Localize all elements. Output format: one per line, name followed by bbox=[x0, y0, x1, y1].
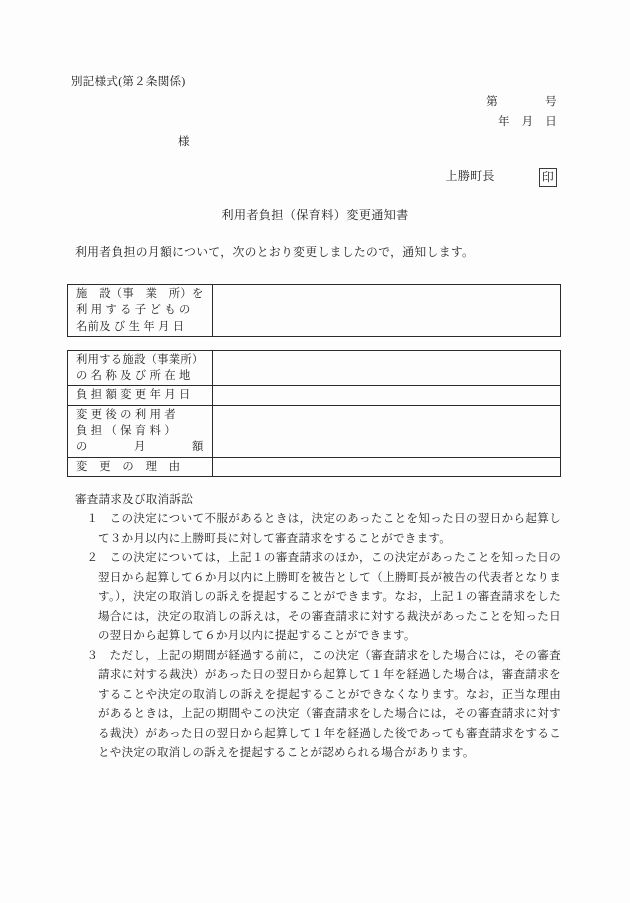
table-row bbox=[68, 285, 561, 337]
appeal-notice-item bbox=[75, 549, 561, 647]
item-number: ２ bbox=[86, 552, 99, 565]
label-line: 負 担 （ 保 育 料 ） bbox=[76, 425, 176, 438]
table-row bbox=[68, 457, 561, 476]
change-details-table bbox=[67, 350, 561, 477]
item-text: ただし，上記の期間が経過する前に，この決定（審査請求をした場合には，その審査請求に対する裁決）があった日の翌日から起算して１年を経過した場合は，審査請求をすることや決定の取消しの訴えを提起することができなくなります。なお，正当な理由があるときは，上記の期間やこの決定（審査請求をした場合には，その審査請求に対する裁決）があった日の翌日から起算して１年を経過した後であっても審査請求をすることや決定の取消しの訴えを提起することが認められる場合があります。 bbox=[98, 649, 561, 760]
label-line: 利 用 す る 子 ど も の bbox=[76, 304, 191, 317]
seal-mark: 印 bbox=[539, 168, 557, 187]
child-info-label bbox=[68, 285, 213, 337]
addressee-line bbox=[67, 132, 563, 152]
label-line: の 名 称 及 び 所 在 地 bbox=[76, 370, 191, 383]
change-date-label bbox=[68, 386, 213, 405]
addressee-suffix: 様 bbox=[178, 136, 190, 148]
label-line: 利用する施設（事業所） bbox=[76, 353, 204, 366]
label-line: 名前及 び 生 年 月 日 bbox=[76, 320, 185, 333]
child-info-value bbox=[213, 285, 561, 337]
label-line: 負 担 額 変 更 年 月 日 bbox=[76, 389, 191, 402]
item-text: この決定については，上記１の審査請求のほか，この決定があったことを知った日の翌日から起算して６か月以内に上勝町を被告として（上勝町長が被告の代表者となります。），決定の取消しの訴えを提起することができます。なお，上記１の審査請求をした場合には，決定の取消しの訴えは，その審査請求に対する裁決があったことを知った日の翌日から起算して６か月以内に提起することができます。 bbox=[98, 552, 561, 643]
date-line: 年 月 日 bbox=[498, 116, 557, 128]
appeal-notice-section bbox=[75, 491, 561, 764]
appeal-notice-heading: 審査請求及び取消訴訟 bbox=[75, 493, 193, 506]
intro-text: 利用者負担の月額について，次のとおり変更しましたので，通知します。 bbox=[75, 245, 475, 259]
appeal-notice-item bbox=[75, 510, 561, 549]
table-row bbox=[68, 386, 561, 405]
facility-name-label bbox=[68, 350, 213, 386]
document-title: 利用者負担（保育料）変更通知書 bbox=[221, 208, 409, 222]
label-line: 施 設（事 業 所）を bbox=[76, 288, 204, 300]
label-line: の 月 額 bbox=[76, 441, 204, 454]
table-row bbox=[68, 350, 561, 386]
form-reference: 別記様式(第２条関係) bbox=[71, 76, 186, 88]
change-reason-value bbox=[213, 457, 561, 476]
child-info-table bbox=[67, 284, 561, 337]
document-number-line: 第 号 bbox=[486, 96, 557, 108]
change-date-value bbox=[213, 386, 561, 405]
table-row bbox=[68, 405, 561, 457]
label-line: 変 更 の 理 由 bbox=[76, 460, 181, 473]
appeal-notice-item bbox=[75, 647, 561, 764]
item-number: １ bbox=[86, 513, 99, 526]
item-text: この決定について不服があるときは，決定のあったことを知った日の翌日から起算して３か月以内に上勝町長に対して審査請求をすることができます。 bbox=[98, 513, 561, 545]
new-monthly-fee-label bbox=[68, 405, 213, 457]
new-monthly-fee-value bbox=[213, 405, 561, 457]
issuer-name: 上勝町長 bbox=[445, 169, 495, 183]
issuer-line bbox=[67, 164, 563, 188]
facility-name-value bbox=[213, 350, 561, 386]
item-number: ３ bbox=[86, 649, 99, 662]
change-reason-label bbox=[68, 457, 213, 476]
label-line: 変 更 後 の 利 用 者 bbox=[76, 408, 176, 421]
